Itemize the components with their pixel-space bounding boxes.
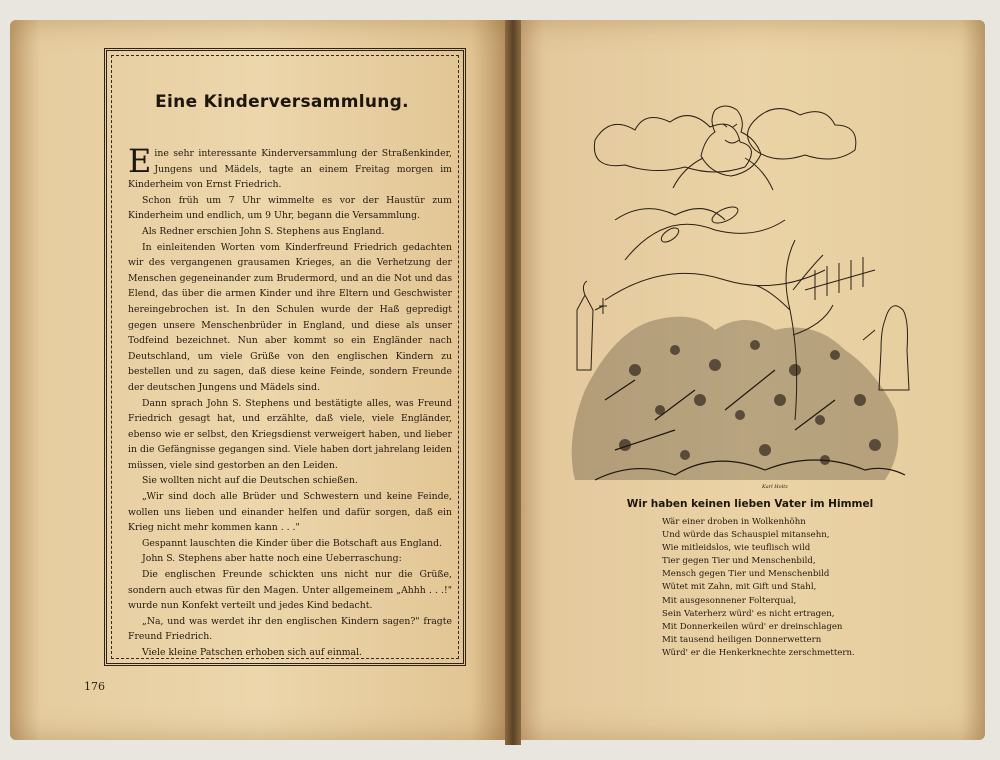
paragraph: Viele kleine Patschen erhoben sich auf einmal. xyxy=(142,647,363,658)
page-title: Eine Kinderversammlung. xyxy=(155,92,409,112)
book-gutter xyxy=(505,20,521,745)
poem xyxy=(662,516,902,660)
poem-title: Wir haben keinen lieben Vater im Himmel xyxy=(626,498,874,510)
poem-line: Mit tausend heiligen Donnerwettern xyxy=(662,634,822,645)
paragraph: In einleitenden Worten vom Kinderfreund Friedrich gedachten wir des vergangenen grausamen Krieges, an die Verhetzung der Menschen gegeneinander zum Brudermord, und an die Not und das Elend, das über die armen Kinder und ihre Eltern und Geschwister hereingebrochen ist. In den Schulen wurde der Haß gepredigt gegen unsere Menschenbrüder in England, und diese als unser Todfeind bezeichnet. Nun aber kommt so ein Engländer nach Deutschland, um viele Grüße von den englischen Kindern zu bestellen und zu sagen, daß diese keine Feinde, sondern Freunde der deutschen Jungens und Mädels sind. xyxy=(128,241,452,393)
poem-line: Mensch gegen Tier und Menschenbild xyxy=(662,569,830,580)
poem-line: Und würde das Schauspiel mitansehn, xyxy=(662,530,830,541)
poem-line: Tier gegen Tier und Menschenbild, xyxy=(662,556,816,567)
paragraph: „Na, und was werdet ihr den englischen Kindern sagen?" fragte Freund Friedrich. xyxy=(128,615,452,643)
poem-line: Würd' er die Henkerknechte zerschmettern. xyxy=(662,647,855,658)
poem-line: Wie mitleidslos, wie teuflisch wild xyxy=(662,543,811,554)
paragraph: „Wir sind doch alle Brüder und Schwestern und keine Feinde, wollen uns lieben und einander helfen und dafür sorgen, daß ein Krieg nicht mehr kommen kann . . ." xyxy=(128,491,452,534)
war-scene-illustration-icon xyxy=(565,100,920,492)
poem-line: Wär einer droben in Wolkenhöhn xyxy=(662,517,806,527)
paragraph: Eine sehr interessante Kinderversammlung der Straßenkinder, Jungens und Mädels, tagte an einem Freitag morgen im Kinderheim von Ernst Friedrich. xyxy=(128,142,452,191)
paragraph: Gespannt lauschten die Kinder über die Botschaft aus England. xyxy=(142,537,443,549)
poem-line: Mit Donnerkeilen würd' er dreinschlagen xyxy=(662,621,843,632)
paragraph: Sie wollten nicht auf die Deutschen schießen. xyxy=(142,475,358,487)
page-number: 176 xyxy=(84,680,105,693)
poem-line: Wütet mit Zahn, mit Gift und Stahl, xyxy=(662,582,817,593)
artist-signature: Karl Holtz xyxy=(762,484,788,490)
poem-line: Mit ausgesonnener Folterqual, xyxy=(662,595,797,606)
paragraph: John S. Stephens aber hatte noch eine Ueberraschung: xyxy=(142,553,402,565)
drop-cap: E xyxy=(128,142,152,180)
paragraph: Die englischen Freunde schickten uns nicht nur die Grüße, sondern auch etwas für den Magen. Unter allgemeinem „Ahhh . . .!" wurde nun Konfekt verteilt und jedes Kind bedacht. xyxy=(128,569,452,612)
poem-line: Sein Vaterherz würd' es nicht ertragen, xyxy=(662,608,835,619)
paragraph: Als Redner erschien John S. Stephens aus England. xyxy=(142,225,385,237)
paragraph: Dann sprach John S. Stephens und bestätigte alles, was Freund Friedrich gesagt hat, und erzählte, daß viele, viele Engländer, ebenso wie er selbst, den Kriegsdienst verweigert haben, und lieber in die Gefängnisse gegangen sind. Viele haben dort jahrelang leiden müssen, viele sind gestorben an den Leiden. xyxy=(128,397,452,471)
paragraph: Schon früh um 7 Uhr wimmelte es vor der Haustür zum Kinderheim und endlich, um 9 Uhr, begann die Versammlung. xyxy=(128,194,452,222)
article-body xyxy=(128,142,452,661)
